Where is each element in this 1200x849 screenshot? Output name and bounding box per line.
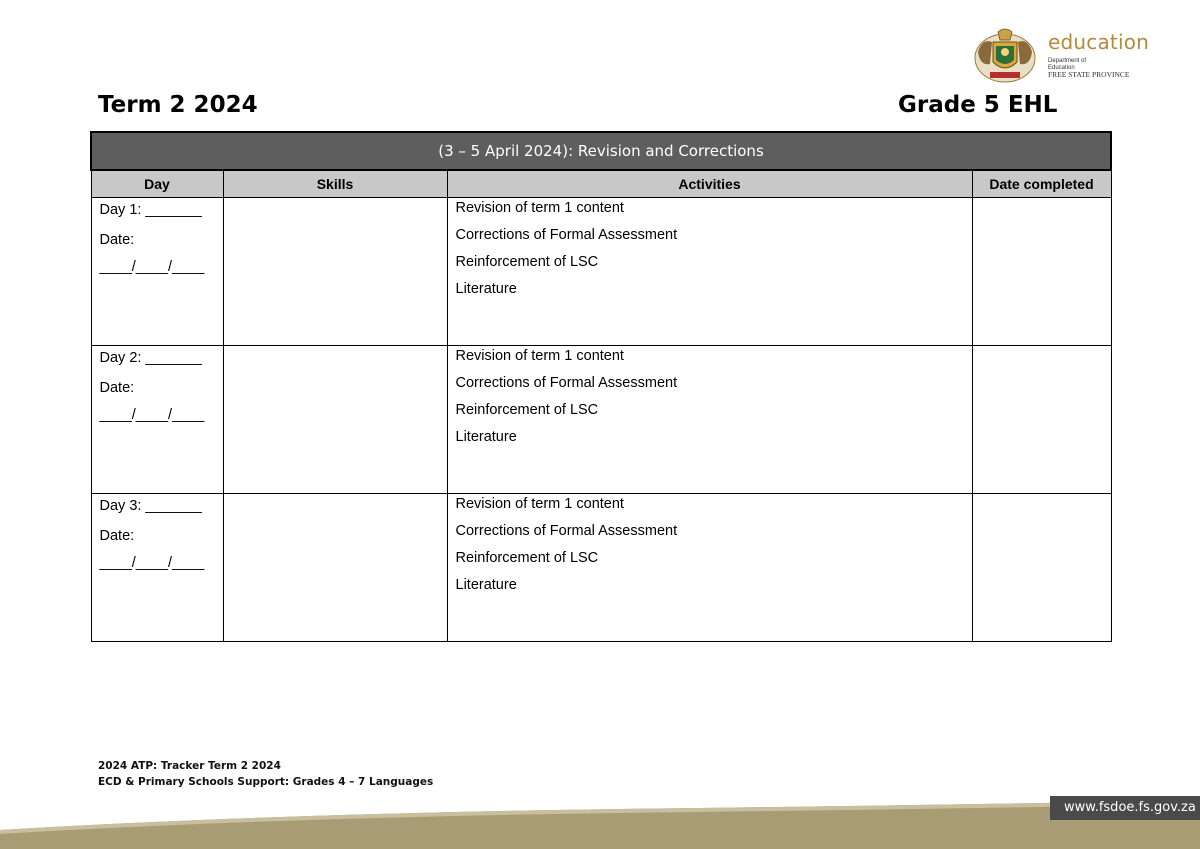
logo-subtitle <box>1048 58 1130 79</box>
date-completed-cell[interactable] <box>972 346 1111 494</box>
logo-sub-line1: Department of <box>1048 58 1087 64</box>
activities-cell <box>447 346 972 494</box>
day-cell[interactable] <box>91 494 223 642</box>
week-banner: (3 – 5 April 2024): Revision and Corrections <box>91 132 1111 170</box>
table-row <box>91 198 1111 346</box>
grade-heading: Grade 5 EHL <box>898 92 1058 118</box>
date-blank: ____/____/____ <box>99 407 205 423</box>
activity-item: Reinforcement of LSC <box>455 402 599 418</box>
activity-item: Corrections of Formal Assessment <box>455 375 678 391</box>
activity-item: Literature <box>455 429 517 445</box>
date-completed-cell[interactable] <box>972 494 1111 642</box>
column-header-date-completed: Date completed <box>972 170 1111 198</box>
day-cell[interactable] <box>91 198 223 346</box>
activity-item: Corrections of Formal Assessment <box>455 227 678 243</box>
day-cell[interactable] <box>91 346 223 494</box>
term-heading: Term 2 2024 <box>98 92 258 118</box>
footer-line2: ECD & Primary Schools Support: Grades 4 – 7 Languages <box>98 776 434 788</box>
logo-sub-line2: Education <box>1048 64 1075 71</box>
activity-item: Reinforcement of LSC <box>455 254 599 270</box>
footer-band <box>0 790 1200 849</box>
logo-wordmark: education <box>1048 30 1150 54</box>
activity-item: Revision of term 1 content <box>455 348 624 364</box>
table-row <box>91 494 1111 642</box>
day-label: Day 2: _______ <box>99 350 202 366</box>
skills-cell[interactable] <box>223 346 447 494</box>
date-label: Date: <box>99 380 135 396</box>
date-label: Date: <box>99 232 135 248</box>
activity-item: Revision of term 1 content <box>455 496 624 512</box>
date-blank: ____/____/____ <box>99 555 205 571</box>
skills-cell[interactable] <box>223 198 447 346</box>
logo-sub-line3: FREE STATE PROVINCE <box>1048 70 1130 79</box>
activity-item: Revision of term 1 content <box>455 200 624 216</box>
footer-line1: 2024 ATP: Tracker Term 2 2024 <box>98 760 281 772</box>
activity-item: Literature <box>455 577 517 593</box>
column-header-skills: Skills <box>223 170 447 198</box>
footer-text <box>98 758 433 790</box>
day-label: Day 3: _______ <box>99 498 202 514</box>
date-completed-cell[interactable] <box>972 198 1111 346</box>
tracker-table <box>90 131 1112 642</box>
date-blank: ____/____/____ <box>99 259 205 275</box>
activity-item: Corrections of Formal Assessment <box>455 523 678 539</box>
activity-item: Literature <box>455 281 517 297</box>
activities-cell <box>447 198 972 346</box>
website-url[interactable]: www.fsdoe.fs.gov.za <box>1050 796 1200 820</box>
skills-cell[interactable] <box>223 494 447 642</box>
activity-item: Reinforcement of LSC <box>455 550 599 566</box>
education-logo <box>968 24 1148 86</box>
column-header-day: Day <box>91 170 223 198</box>
date-label: Date: <box>99 528 135 544</box>
day-label: Day 1: _______ <box>99 202 202 218</box>
coat-of-arms-icon <box>968 24 1042 86</box>
column-header-activities: Activities <box>447 170 972 198</box>
activities-cell <box>447 494 972 642</box>
table-row <box>91 346 1111 494</box>
